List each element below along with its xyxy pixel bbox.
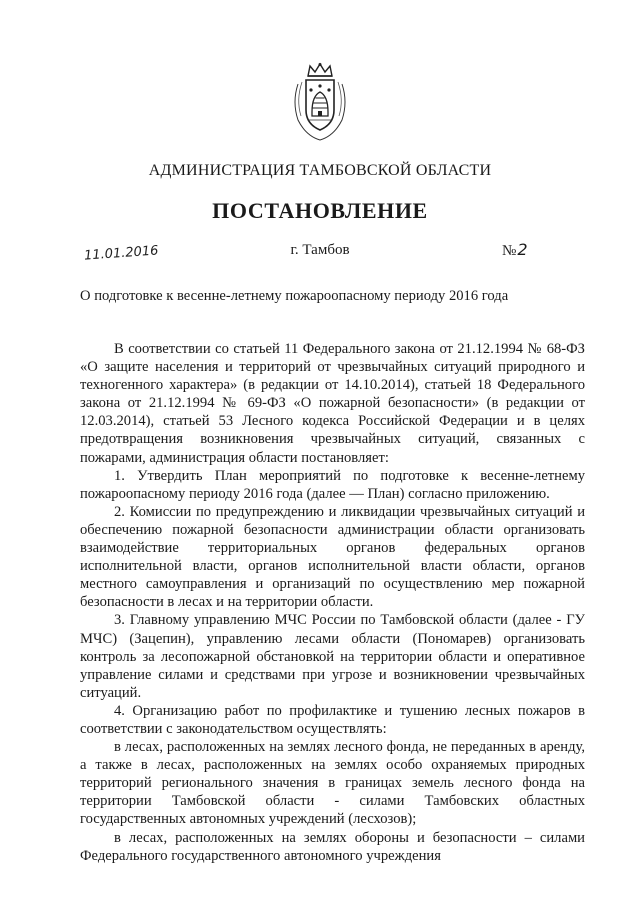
body-paragraph: 1. Утвердить План мероприятий по подготовке к весенне-летнему пожароопасному периоду 2016 года (далее — План) согласно приложению. — [80, 467, 585, 502]
coat-of-arms-icon — [288, 62, 352, 142]
body-paragraph: 3. Главному управлению МЧС России по Тамбовской области (далее - ГУ МЧС) (Зацепин), управлению лесами области (Пономарев) организовать контроль за лесопожарной обстановкой на территории области и оперативное управление силами и средствами при угрозе и возникновении чрезвычайных ситуаций. — [80, 612, 585, 701]
document-type-title: ПОСТАНОВЛЕНИЕ — [212, 198, 428, 223]
document-number-label: № — [502, 243, 517, 259]
body-paragraph: В соответствии со статьей 11 Федерального закона от 21.12.1994 № 68-ФЗ «О защите населения и территорий от чрезвычайных ситуаций природного и техногенного характера» (в редакции от 14.10.2014), статьей 18 Федерального закона от 21.12.1994 № 69-ФЗ «О пожарной безопасности» (в редакции от 12.03.2014), статьей 53 Лесного кодекса Российской Федерации и в целях предотвращения возникновения чрезвычайных ситуаций, связанных с пожарами, администрация области постановляет: — [80, 341, 585, 466]
document-number-value: 2 — [517, 240, 528, 259]
document-body — [80, 340, 585, 865]
document-city: г. Тамбов — [290, 242, 350, 258]
body-paragraph: в лесах, расположенных на землях обороны и безопасности – силами Федерального государственного автономного учреждения — [80, 829, 585, 864]
body-paragraph: 2. Комиссии по предупреждению и ликвидации чрезвычайных ситуаций и обеспечению пожарной безопасности администрации области организовать взаимодействие территориальных органов федеральных органов исполнительной власти, органов исполнительной власти области, органов местного самоуправления и организаций по осуществлению мер пожарной безопасности в лесах и на территории области. — [80, 503, 585, 611]
document-date: 11.01.2016 — [83, 243, 159, 264]
body-paragraph: в лесах, расположенных на землях лесного фонда, не переданных в аренду, а также в лесах, расположенных на землях особо охраняемых природных территорий регионального значения в границах земель лесного фонда на территории Тамбовской области - силами Тамбовских областных государственных автономных учреждений (лесхозов); — [80, 739, 585, 828]
body-paragraph: 4. Организацию работ по профилактике и тушению лесных пожаров в соответствии с законодательством осуществлять: — [80, 702, 585, 737]
organization-name: АДМИНИСТРАЦИЯ ТАМБОВСКОЙ ОБЛАСТИ — [148, 162, 492, 179]
document-subject: О подготовке к весенне-летнему пожароопасному периоду 2016 года — [80, 288, 509, 304]
document-number — [502, 240, 528, 260]
